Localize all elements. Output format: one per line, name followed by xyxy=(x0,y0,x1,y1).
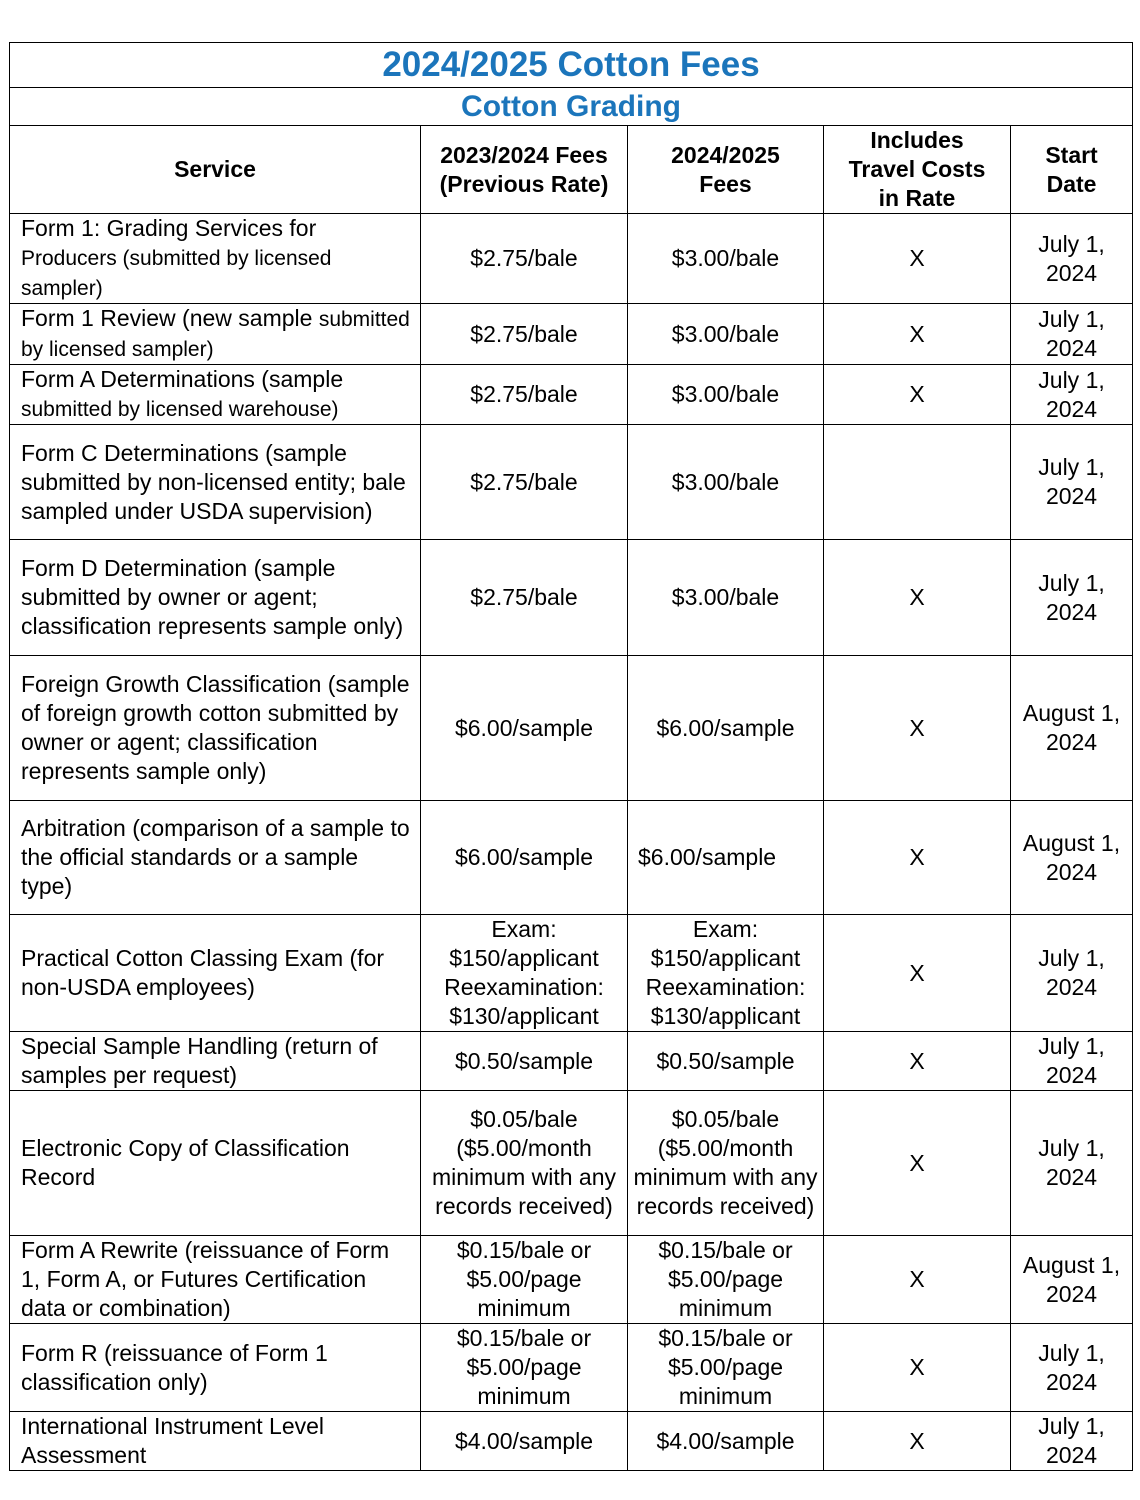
header-previous-fees-line2: (Previous Rate) xyxy=(439,170,609,197)
start-date-cell: August 1, 2024 xyxy=(1011,656,1133,801)
previous-fee-cell: $0.05/bale ($5.00/month minimum with any records received) xyxy=(421,1091,628,1236)
page-title: 2024/2025 Cotton Fees xyxy=(10,43,1133,88)
header-new-fees-line1: 2024/2025 xyxy=(671,141,780,168)
start-date-cell: July 1, 2024 xyxy=(1011,915,1133,1032)
travel-included-mark: X xyxy=(824,656,1011,801)
header-start-line2: Date xyxy=(1046,170,1097,197)
service-name: Form A Determinations (sample xyxy=(21,366,344,392)
table-row xyxy=(10,304,1133,365)
start-date-cell: August 1, 2024 xyxy=(1011,801,1133,915)
previous-fee-cell: $0.15/bale or $5.00/page minimum xyxy=(421,1324,628,1412)
travel-included-mark: X xyxy=(824,801,1011,915)
table-row xyxy=(10,540,1133,656)
travel-included-mark: X xyxy=(824,1412,1011,1471)
service-cell: Form D Determination (sample submitted by owner or agent; classification represents sample only) xyxy=(10,540,421,656)
service-cell: Practical Cotton Classing Exam (for non-USDA employees) xyxy=(10,915,421,1032)
travel-included-mark: X xyxy=(824,915,1011,1032)
header-travel-costs xyxy=(824,126,1011,214)
travel-included-mark: X xyxy=(824,365,1011,425)
table-row xyxy=(10,1324,1133,1412)
travel-included-mark: X xyxy=(824,1032,1011,1091)
start-date-cell: July 1, 2024 xyxy=(1011,1412,1133,1471)
table-row xyxy=(10,656,1133,801)
table-row xyxy=(10,1032,1133,1091)
previous-fee-cell: $2.75/bale xyxy=(421,304,628,365)
previous-fee-cell: $2.75/bale xyxy=(421,425,628,540)
previous-fee-cell: $2.75/bale xyxy=(421,365,628,425)
travel-included-mark: X xyxy=(824,540,1011,656)
service-cell: Form R (reissuance of Form 1 classification only) xyxy=(10,1324,421,1412)
cotton-fees-table xyxy=(9,42,1133,1471)
new-fee-cell: $0.15/bale or $5.00/page minimum xyxy=(628,1236,824,1324)
start-date-cell: July 1, 2024 xyxy=(1011,425,1133,540)
service-cell: Form A Rewrite (reissuance of Form 1, Form A, or Futures Certification data or combination) xyxy=(10,1236,421,1324)
new-fee-cell: $3.00/bale xyxy=(628,365,824,425)
new-fee-cell: $0.50/sample xyxy=(628,1032,824,1091)
service-name: Form 1 Review (new sample xyxy=(21,305,313,331)
previous-fee-cell: $2.75/bale xyxy=(421,540,628,656)
new-fee-cell: $0.15/bale or $5.00/page minimum xyxy=(628,1324,824,1412)
header-travel-line2: Travel Costs xyxy=(848,156,986,182)
previous-fee-cell: $0.15/bale or $5.00/page minimum xyxy=(421,1236,628,1324)
start-date-cell: July 1, 2024 xyxy=(1011,214,1133,304)
header-service: Service xyxy=(10,126,421,214)
header-start-line1: Start xyxy=(1045,141,1098,168)
service-cell: Special Sample Handling (return of samples per request) xyxy=(10,1032,421,1091)
start-date-cell: July 1, 2024 xyxy=(1011,1324,1133,1412)
start-date-cell: August 1, 2024 xyxy=(1011,1236,1133,1324)
service-cell: International Instrument Level Assessment xyxy=(10,1412,421,1471)
service-detail: Producers (submitted by licensed sampler) xyxy=(21,247,332,300)
table-row xyxy=(10,1236,1133,1324)
new-fee-cell: $3.00/bale xyxy=(628,540,824,656)
service-cell: Foreign Growth Classification (sample of foreign growth cotton submitted by owner or agent; classification represents sample only) xyxy=(10,656,421,801)
table-row xyxy=(10,365,1133,425)
new-fee-cell: $3.00/bale xyxy=(628,214,824,304)
start-date-cell: July 1, 2024 xyxy=(1011,540,1133,656)
service-cell: Arbitration (comparison of a sample to the official standards or a sample type) xyxy=(10,801,421,915)
travel-included-mark xyxy=(824,425,1011,540)
service-cell: Form C Determinations (sample submitted by non-licensed entity; bale sampled under USDA supervision) xyxy=(10,425,421,540)
previous-fee-cell: Exam: $150/applicant Reexamination: $130/applicant xyxy=(421,915,628,1032)
table-row xyxy=(10,214,1133,304)
new-fee-cell: $3.00/bale xyxy=(628,304,824,365)
header-travel-line1: Includes xyxy=(870,127,964,153)
start-date-cell: July 1, 2024 xyxy=(1011,1091,1133,1236)
header-travel-line3: in Rate xyxy=(878,185,956,211)
service-cell xyxy=(10,304,421,365)
new-fee-cell: $0.05/bale ($5.00/month minimum with any records received) xyxy=(628,1091,824,1236)
header-start-date xyxy=(1011,126,1133,214)
start-date-cell: July 1, 2024 xyxy=(1011,365,1133,425)
previous-fee-cell: $6.00/sample xyxy=(421,801,628,915)
travel-included-mark: X xyxy=(824,304,1011,365)
service-name: Form 1: Grading Services for xyxy=(21,215,317,241)
header-previous-fees-line1: 2023/2024 Fees xyxy=(440,141,608,168)
new-fee-cell: $3.00/bale xyxy=(628,425,824,540)
new-fee-cell: $6.00/sample xyxy=(628,656,824,801)
previous-fee-cell: $4.00/sample xyxy=(421,1412,628,1471)
service-detail: submitted by licensed warehouse) xyxy=(21,398,339,421)
previous-fee-cell: $2.75/bale xyxy=(421,214,628,304)
new-fee-cell: $4.00/sample xyxy=(628,1412,824,1471)
previous-fee-cell: $6.00/sample xyxy=(421,656,628,801)
service-cell xyxy=(10,214,421,304)
travel-included-mark: X xyxy=(824,1091,1011,1236)
travel-included-mark: X xyxy=(824,214,1011,304)
service-detail: submitted by licensed sampler) xyxy=(21,308,410,361)
table-row xyxy=(10,801,1133,915)
table-row xyxy=(10,425,1133,540)
start-date-cell: July 1, 2024 xyxy=(1011,304,1133,365)
travel-included-mark: X xyxy=(824,1324,1011,1412)
table-row xyxy=(10,915,1133,1032)
travel-included-mark: X xyxy=(824,1236,1011,1324)
service-cell: Electronic Copy of Classification Record xyxy=(10,1091,421,1236)
new-fee-cell: Exam: $150/applicant Reexamination: $130/applicant xyxy=(628,915,824,1032)
service-cell xyxy=(10,365,421,425)
header-new-fees xyxy=(628,126,824,214)
table-row xyxy=(10,1412,1133,1471)
start-date-cell: July 1, 2024 xyxy=(1011,1032,1133,1091)
new-fee-cell: $6.00/sample xyxy=(628,801,824,915)
previous-fee-cell: $0.50/sample xyxy=(421,1032,628,1091)
header-new-fees-line2: Fees xyxy=(699,170,752,197)
header-previous-fees xyxy=(421,126,628,214)
section-subtitle: Cotton Grading xyxy=(10,88,1133,126)
header-row xyxy=(10,126,1133,214)
table-row xyxy=(10,1091,1133,1236)
